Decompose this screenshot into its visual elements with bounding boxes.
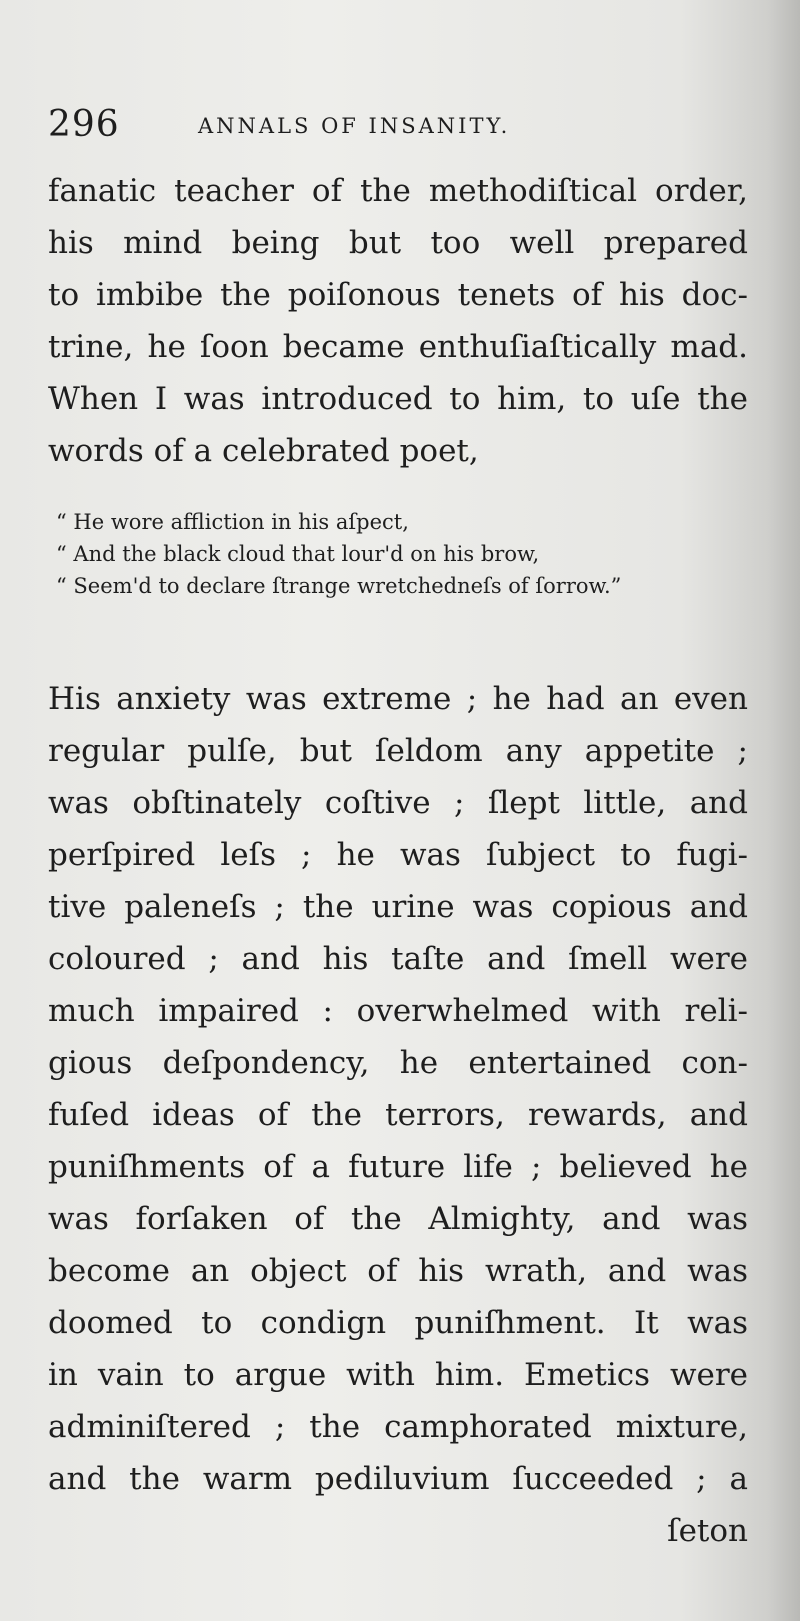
catchword: ſeton — [667, 1513, 748, 1549]
text-line: was obſtinately coſtive ; ſlept little, and — [48, 785, 748, 821]
text-line: in vain to argue with him. Emetics were — [48, 1357, 748, 1393]
text-line: was forſaken of the Almighty, and was — [48, 1201, 748, 1237]
text-line: fanatic teacher of the methodiſtical order, — [48, 173, 748, 209]
running-head — [48, 100, 748, 150]
page-number: 296 — [48, 104, 120, 145]
text-line: coloured ; and his taſte and ſmell were — [48, 941, 748, 977]
text-line: gious deſpondency, he entertained con- — [48, 1045, 748, 1081]
text-line: puniſhments of a future life ; believed he — [48, 1149, 748, 1185]
text-line: trine, he ſoon became enthuſiaſtically mad. — [48, 329, 748, 365]
text-line: When I was introduced to him, to uſe the — [48, 381, 748, 417]
text-line: words of a celebrated poet, — [48, 433, 479, 469]
text-line: tive paleneſs ; the urine was copious and — [48, 889, 748, 925]
text-line: fuſed ideas of the terrors, rewards, and — [48, 1097, 748, 1133]
quote-line: “ Seem'd to declare ſtrange wretchedneſs of ſorrow.” — [56, 574, 622, 598]
quote-line: “ He wore affliction in his aſpect, — [56, 510, 409, 534]
quote-line: “ And the black cloud that lour'd on his brow, — [56, 542, 540, 566]
text-line: and the warm pediluvium ſucceeded ; a — [48, 1461, 748, 1497]
text-line: much impaired : overwhelmed with reli- — [48, 993, 748, 1029]
text-line: regular pulſe, but ſeldom any appetite ; — [48, 733, 748, 769]
verse-quotation — [56, 506, 756, 602]
text-line: perſpired leſs ; he was ſubject to fugi- — [48, 837, 748, 873]
text-line: doomed to condign puniſhment. It was — [48, 1305, 748, 1341]
text-line: to imbibe the poiſonous tenets of his doc- — [48, 277, 748, 313]
text-line: adminiſtered ; the camphorated mixture, — [48, 1409, 748, 1445]
text-line: His anxiety was extreme ; he had an even — [48, 681, 748, 717]
text-line: his mind being but too well prepared — [48, 225, 748, 261]
text-line: become an object of his wrath, and was — [48, 1253, 748, 1289]
paragraph-2 — [48, 673, 748, 1557]
paragraph-1 — [48, 165, 748, 477]
running-title: ANNALS OF INSANITY. — [198, 114, 511, 138]
